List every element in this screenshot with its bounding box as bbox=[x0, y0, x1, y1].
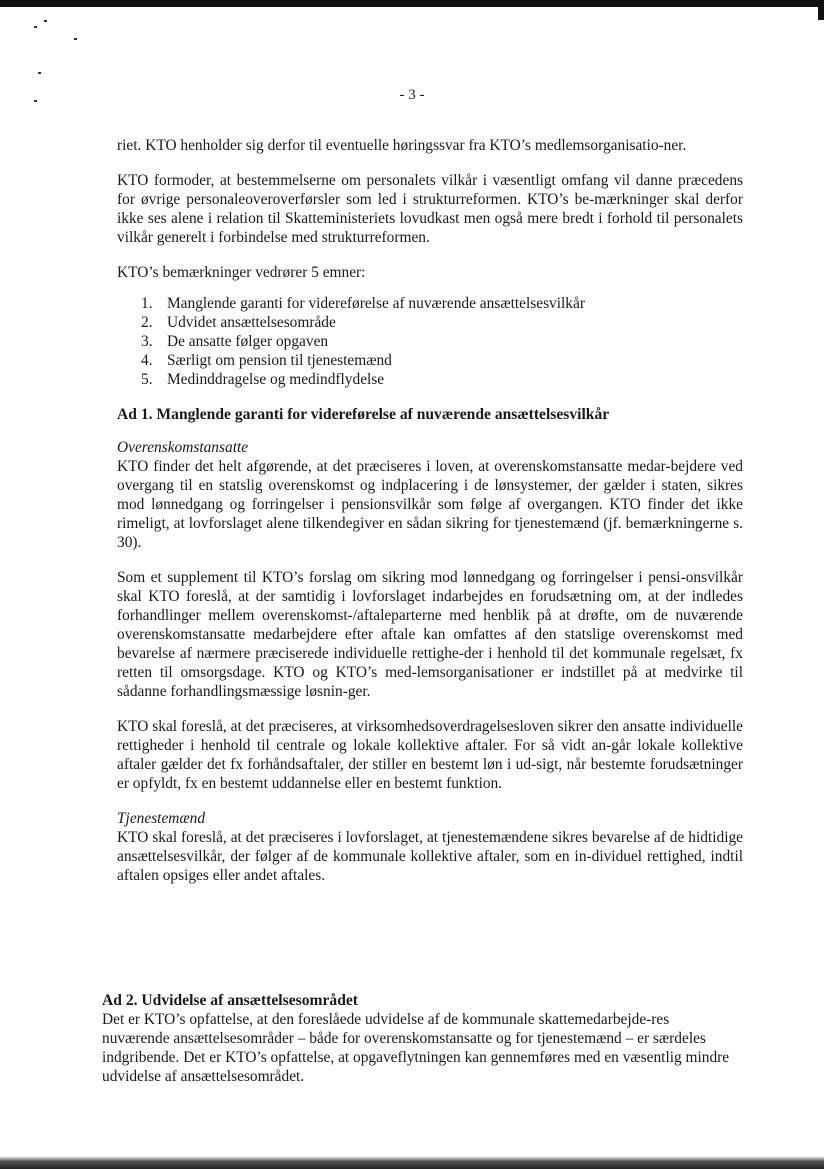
subheading: Tjenestemænd bbox=[117, 810, 206, 827]
list-item bbox=[141, 313, 743, 332]
paragraph: KTO’s bemærkninger vedrører 5 emner: bbox=[117, 264, 366, 281]
scan-edge-bottom bbox=[0, 1156, 824, 1169]
list-item bbox=[141, 351, 743, 370]
scan-speck bbox=[74, 38, 77, 40]
section-2 bbox=[102, 991, 730, 1086]
list-number: 3. bbox=[141, 333, 153, 350]
list-item bbox=[141, 370, 743, 389]
list-number: 1. bbox=[141, 295, 153, 312]
paragraph: riet. KTO henholder sig derfor til eventuelle høringssvar fra KTO’s medlemsorganisatio-ner. bbox=[117, 137, 687, 154]
paragraph: Som et supplement til KTO’s forslag om sikring mod lønnedgang og forringelser i pensi-onsvilkår skal KTO foreslå, at der samtidig i lovforslaget indarbejdes en forudsætning om, at der indledes forhandlinger mellem overenskomst-/aftaleparterne med henblik på at drøfte, om de nuværende overenskomstansatte medarbejdere efter aftale kan omfattes af den statslige overenskomst med bevarelse af nærmere præciserede individuelle rettighe-der i henhold til det kommunale regelsæt, fx retten til omsorgsdage. KTO og KTO’s med-lemsorganisationer er indstillet på at medvirke til sådanne forhandlingsmæssige løsnin-ger. bbox=[117, 569, 743, 700]
list-text: Udvidet ansættelsesområde bbox=[167, 314, 336, 331]
list-item bbox=[141, 294, 743, 313]
paragraph: KTO finder det helt afgørende, at det præciseres i loven, at overenskomstansatte medar-bejdere ved overgang til en statslig overenskomst og indplacering i de lønsystemer, der gælder i staten, sikres mod lønnedgang og forringelser i pensionsvilkår som følge af overgangen. KTO finder det ikke rimeligt, at lovforslaget alene tilkendegiver en sådan sikring for tjenestemænd (jf. bemærkningerne s. 30). bbox=[117, 458, 743, 551]
paragraph: Det er KTO’s opfattelse, at den foreslåede udvidelse af de kommunale skattemedarbejde-res nuværende ansættelsesområder – både for overenskomstansatte og for tjenestemænd – er særdeles indgribende. Det er KTO’s opfattelse, at opgaveflytningen kan gennemføres med en væsentlig mindre udvidelse af ansættelsesområdet. bbox=[102, 1011, 730, 1085]
scan-speck bbox=[38, 72, 41, 74]
list-text: Særligt om pension til tjenestemænd bbox=[167, 352, 392, 369]
scan-speck bbox=[34, 26, 37, 28]
list-number: 2. bbox=[141, 314, 153, 331]
list-number: 4. bbox=[141, 352, 153, 369]
document-body bbox=[117, 136, 743, 885]
page-number: - 3 - bbox=[399, 87, 425, 103]
list-text: Manglende garanti for videreførelse af nuværende ansættelsesvilkår bbox=[167, 295, 585, 312]
paragraph: KTO formoder, at bestemmelserne om personalets vilkår i væsentligt omfang vil danne præcedens for øvrige personaleoveroverførsler som led i strukturreformen. KTO’s be-mærkninger skal derfor ikke ses alene i relation til Skatteministeriets lovudkast men også mere bredt i forhold til personalets vilkår generelt i forbindelse med strukturreformen. bbox=[117, 172, 743, 246]
scan-edge-right bbox=[818, 0, 824, 20]
scan-edge-top bbox=[0, 0, 824, 7]
topics-list bbox=[141, 294, 743, 389]
subheading: Overenskomstansatte bbox=[117, 439, 249, 456]
list-number: 5. bbox=[141, 371, 153, 388]
section-heading: Ad 2. Udvidelse af ansættelsesområdet bbox=[102, 992, 358, 1009]
paragraph: KTO skal foreslå, at det præciseres i lovforslaget, at tjenestemændene sikres bevarelse af de hidtidige ansættelsesvilkår, der følger af de kommunale kollektive aftaler, som en in-dividuel rettighed, indtil aftalen opsiges eller andet aftales. bbox=[117, 829, 743, 884]
list-text: De ansatte følger opgaven bbox=[167, 333, 329, 350]
paragraph: KTO skal foreslå, at det præciseres, at virksomhedsoverdragelsesloven sikrer den ansatte individuelle rettigheder i henhold til centrale og lokale kollektive aftaler. For så vidt an-går lokale kollektive aftaler gælder det fx forhåndsaftaler, der stiller en bestemt løn i ud-sigt, når bestemte forudsætninger er opfyldt, fx en bestemt uddannelse eller en bestemt funktion. bbox=[117, 718, 743, 792]
list-text: Medinddragelse og medindflydelse bbox=[167, 371, 385, 388]
scan-speck bbox=[44, 20, 47, 22]
list-item bbox=[141, 332, 743, 351]
section-heading: Ad 1. Manglende garanti for videreførelse af nuværende ansættelsesvilkår bbox=[117, 406, 610, 423]
